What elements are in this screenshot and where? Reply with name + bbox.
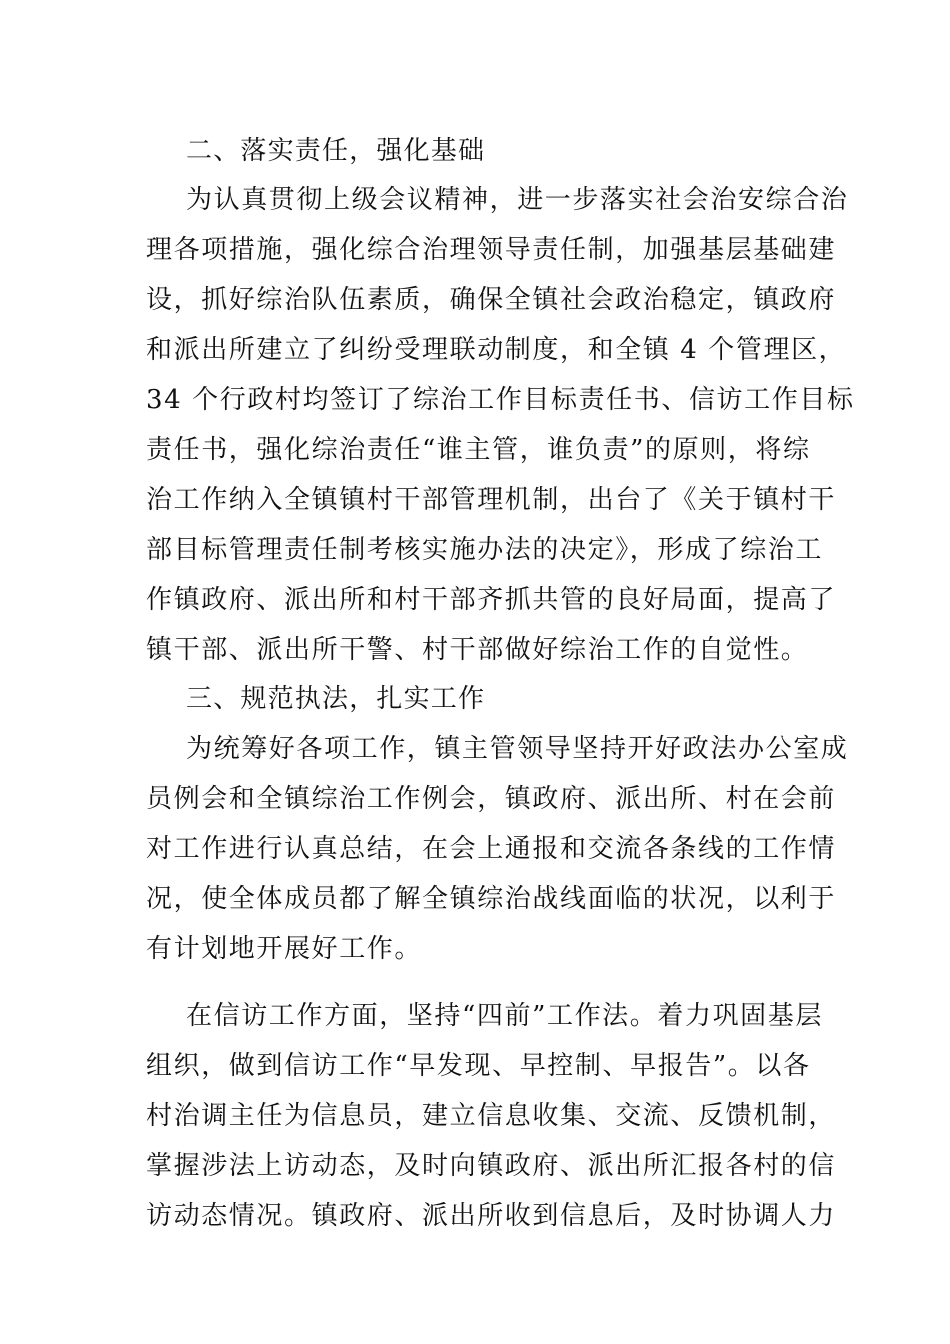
paragraph-line: 镇干部、派出所干警、村干部做好综治工作的自觉性。: [146, 635, 809, 665]
section-heading-2: 二、落实责任，强化基础: [186, 136, 486, 166]
paragraph-line: 部目标管理责任制考核实施办法的决定》，形成了综治工: [146, 535, 824, 565]
paragraph-line: 访动态情况。镇政府、派出所收到信息后，及时协调人力: [146, 1201, 837, 1231]
paragraph-line: 员例会和全镇综治工作例会，镇政府、派出所、村在会前: [146, 784, 837, 814]
paragraph-line: 对工作进行认真总结，在会上通报和交流各条线的工作情: [146, 834, 837, 864]
paragraph-line: 有计划地开展好工作。: [146, 934, 423, 964]
paragraph-line: 理各项措施，强化综合治理领导责任制，加强基层基础建: [146, 235, 837, 265]
paragraph-line: 在信访工作方面，坚持“四前”工作法。着力巩固基层: [186, 1001, 823, 1031]
paragraph-line: 责任书，强化综治责任“谁主管，谁负责”的原则，将综: [146, 435, 811, 465]
paragraph-line: 为统筹好各项工作，镇主管领导坚持开好政法办公室成: [186, 734, 849, 764]
section-heading-3: 三、规范执法，扎实工作: [186, 684, 486, 714]
paragraph-line: 况，使全体成员都了解全镇综治战线面临的状况，以利于: [146, 884, 837, 914]
paragraph-line: 设，抓好综治队伍素质，确保全镇社会政治稳定，镇政府: [146, 285, 837, 315]
paragraph-line: 掌握涉法上访动态，及时向镇政府、派出所汇报各村的信: [146, 1151, 837, 1181]
paragraph-line: 和派出所建立了纠纷受理联动制度，和全镇 4 个管理区，: [146, 335, 847, 365]
paragraph-line: 34 个行政村均签订了综治工作目标责任书、信访工作目标: [146, 385, 855, 415]
paragraph-line: 村治调主任为信息员，建立信息收集、交流、反馈机制，: [146, 1101, 837, 1131]
paragraph-line: 组织，做到信访工作“早发现、早控制、早报告”。以各: [146, 1051, 811, 1081]
paragraph-line: 作镇政府、派出所和村干部齐抓共管的良好局面，提高了: [146, 585, 837, 615]
paragraph-line: 为认真贯彻上级会议精神，进一步落实社会治安综合治: [186, 185, 849, 215]
paragraph-line: 治工作纳入全镇镇村干部管理机制，出台了《关于镇村干: [146, 485, 837, 515]
